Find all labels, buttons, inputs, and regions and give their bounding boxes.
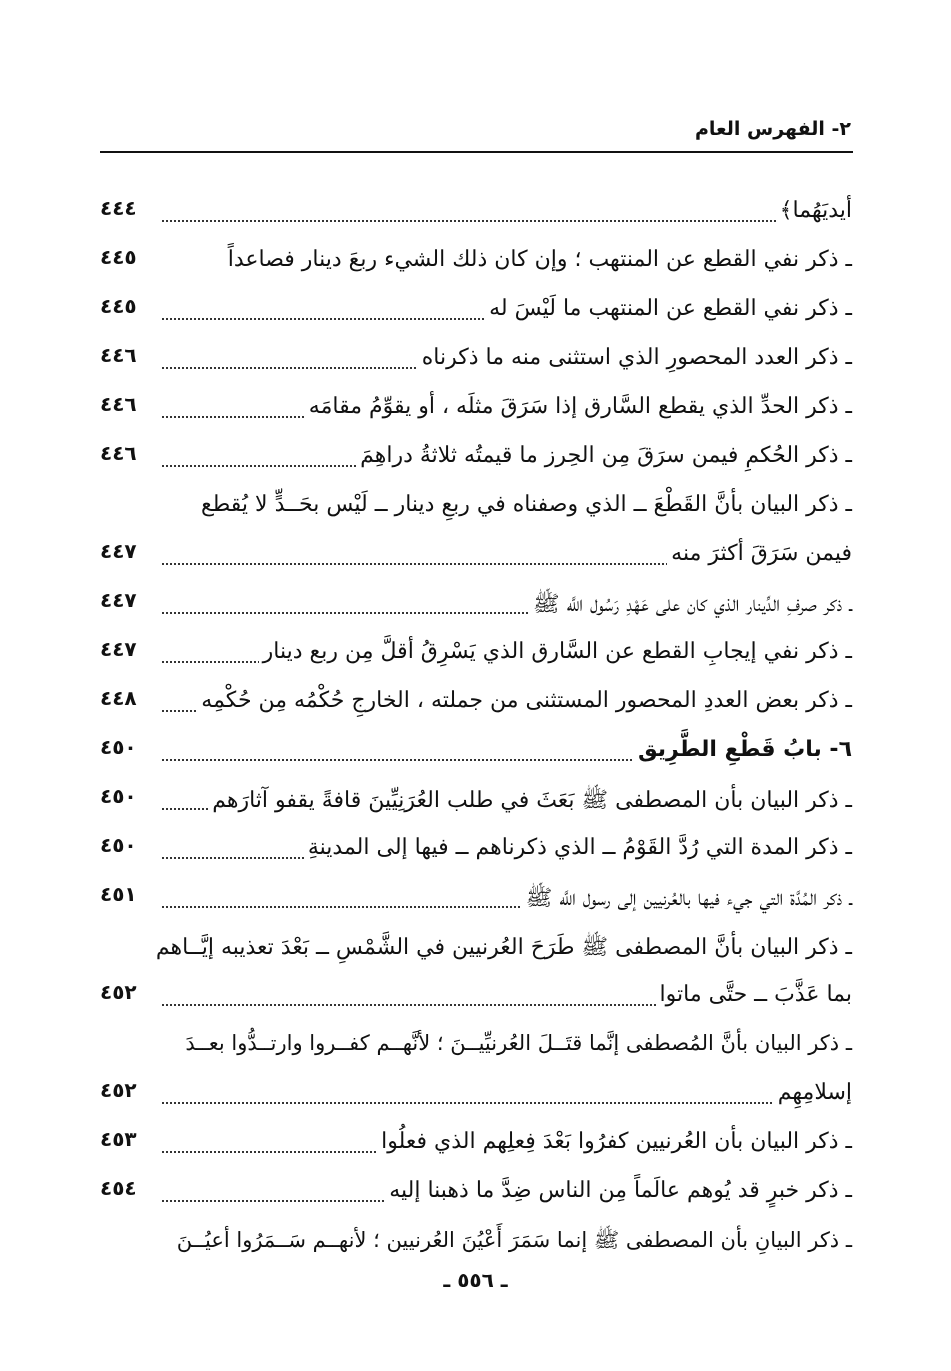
index-entry [100, 729, 852, 778]
entry-page-number: ٤٤٨ [100, 686, 137, 710]
entry-text: ـ ذكر المُدَّة التي جيء فيها بالعُرنيين إلى رسول اللَّه ﷺ [522, 884, 852, 916]
entry-text: إسلامِهِم [774, 1080, 852, 1105]
index-entry [100, 1219, 852, 1268]
index-entry [100, 1121, 852, 1170]
index-entry [100, 974, 852, 1023]
entry-page-number: ٤٤٥ [100, 245, 137, 269]
running-header-title: ٢- الفهرس العام [694, 118, 851, 140]
entry-page-number: ٤٥٠ [100, 833, 137, 857]
entry-text: ـ ذكر نفي القطع عن المنتهب ما لَيْسَ له [485, 296, 852, 321]
entry-page-number: ٤٤٧ [100, 539, 137, 563]
index-entry [100, 582, 852, 631]
entry-page-number: ٤٤٧ [100, 588, 137, 612]
entry-text: ـ ذكر البيان بأنَّ المصطفى ﷺ طَرَحَ العُرنيين في الشَّمْسِ ــ بَعْدَ تعذيبه إيَّــاهم [152, 933, 852, 965]
index-entry [100, 1170, 852, 1219]
entry-text: ـ ذكر الحدِّ الذي يقطع السَّارق إذا سَرَقَ مثلَه ، أو يقوِّمُ مقامَه [305, 394, 852, 419]
entry-text: ـ ذكر البيان بأنَّ المُصطفى إنَّما قتَــلَ العُرنيِّيــنَ ؛ لأنَّهــم كفــروا وارتــدُّوا بعــدَ [181, 1031, 852, 1055]
dot-leader [162, 220, 852, 222]
entry-page-number: ٤٤٦ [100, 392, 137, 416]
entry-page-number: ٤٥٤ [100, 1176, 137, 1200]
entry-text: ـ ذكر العدد المحصورِ الذي استثنى منه ما ذكرناه [418, 345, 852, 370]
index-entries [100, 190, 852, 1268]
index-entry [100, 631, 852, 680]
page-number: ـ ٥٥٦ ـ [443, 1268, 508, 1292]
entry-page-number: ٤٥١ [100, 882, 137, 906]
entry-text: أيديَهُما﴾ [776, 198, 852, 223]
dot-leader [162, 1102, 852, 1104]
entry-text: ـ ذكر نفي إيجابِ القطع عن السَّارق الذي يَسْرِقُ أقلَّ مِن ربع دينار [259, 639, 852, 664]
entry-text: ـ ذكر نفي القطع عن المنتهب ؛ وإن كان ذلك الشيء ربعَ دينار فصاعداً [224, 247, 852, 272]
entry-page-number: ٤٤٥ [100, 294, 137, 318]
entry-text: ـ ذكر بعض العددِ المحصور المستثنى من جملته ، الخارجِ حُكْمُه مِن حُكْمِه [197, 688, 852, 713]
index-entry [100, 778, 852, 827]
entry-text: ـ ذكر البيانِ بأن المصطفى ﷺ إنما سَمَرَ أَعْيُنَ العُرنيين ؛ لأنهــم سَــمَرُوا أعيُــنَ [173, 1227, 852, 1258]
entry-text: ـ ذكر البيان بأن العُرنيين كفرُوا بَعْدَ فِعلِهم الذي فعلُوا [377, 1129, 852, 1154]
index-entry [100, 288, 852, 337]
entry-text: ـ ذكر البيان بأنَّ القَطْعَ ــ الذي وصفناه في ربعِ دينار ــ لَيْس بحَــدٍّ لا يُقطع [197, 492, 852, 517]
index-entry [100, 484, 852, 533]
entry-text: ـ ذكر البيان بأن المصطفى ﷺ بَعَثَ في طلب العُرَنِيِّينَ قافةً يقفو آثارَهم [208, 786, 852, 818]
entry-page-number: ٤٤٦ [100, 441, 137, 465]
index-entry [100, 239, 852, 288]
index-entry [100, 1023, 852, 1072]
index-entry [100, 925, 852, 974]
index-entry [100, 386, 852, 435]
index-entry [100, 1072, 852, 1121]
entry-text: ـ ذكر الحُكمِ فيمن سرَقَ مِن الحِرز ما قيمتُه ثلاثةُ دراهِمَ [356, 443, 852, 468]
entry-page-number: ٤٤٧ [100, 637, 137, 661]
index-entry [100, 190, 852, 239]
entry-page-number: ٤٤٦ [100, 343, 137, 367]
index-entry [100, 680, 852, 729]
index-entry [100, 337, 852, 386]
entry-page-number: ٤٥٠ [100, 784, 137, 808]
entry-page-number: ٤٥٠ [100, 735, 137, 759]
entry-page-number: ٤٥٢ [100, 980, 137, 1004]
entry-text: ٦- بابُ قَطْعِ الطَّرِيق [634, 737, 852, 762]
index-entry [100, 533, 852, 582]
entry-page-number: ٤٤٤ [100, 196, 137, 220]
entry-text: فيمن سَرَقَ أكثرَ منه [667, 541, 852, 566]
index-entry [100, 827, 852, 876]
index-entry [100, 876, 852, 925]
entry-page-number: ٤٥٣ [100, 1127, 137, 1151]
header-rule [100, 151, 853, 153]
entry-text: ـ ذكر صرفِ الدِّينار الذي كان على عَهْدِ رَسُول اللَّه ﷺ [529, 590, 852, 622]
entry-text: ـ ذكر خبرٍ قد يُوهم عالَماً مِن الناس ضِدَّ ما ذهبنا إليه [385, 1178, 852, 1203]
entry-text: ـ ذكر المدة التي رُدَّ القَوْمُ ــ الذي ذكرناهم ــ فيها إلى المدينةِ [304, 835, 852, 860]
entry-text: بما عَذَّبَ ــ حتَّى ماتوا [656, 982, 852, 1007]
entry-page-number: ٤٥٢ [100, 1078, 137, 1102]
index-entry [100, 435, 852, 484]
